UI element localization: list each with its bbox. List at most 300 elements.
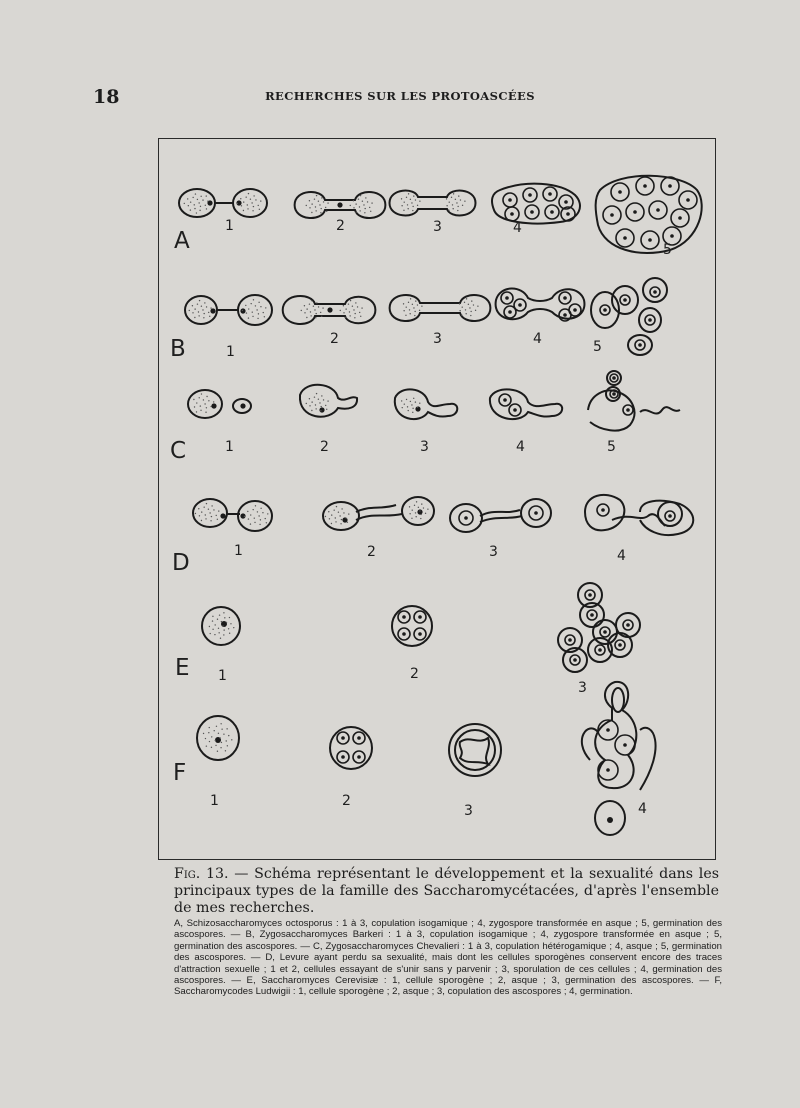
cytoplasm-dot: [250, 523, 251, 524]
cytoplasm-dot: [258, 313, 259, 314]
cytoplasm-dot: [367, 201, 368, 202]
cytoplasm-dot: [214, 634, 215, 635]
cytoplasm-dot: [206, 503, 207, 504]
conjugation-tube: [356, 505, 402, 520]
cytoplasm-dot: [475, 310, 476, 311]
cytoplasm-dot: [260, 200, 261, 201]
stage-number: 1: [225, 218, 234, 234]
cytoplasm-dot: [355, 203, 356, 204]
cytoplasm-dot: [419, 402, 420, 403]
germination-outline: [640, 501, 693, 535]
cytoplasm-dot: [198, 315, 199, 316]
cytoplasm-dot: [319, 204, 320, 205]
cytoplasm-dot: [335, 521, 336, 522]
cytoplasm-dot: [212, 616, 213, 617]
row-label-b: B: [170, 336, 186, 362]
cytoplasm-dot: [211, 747, 212, 748]
cytoplasm-dot: [353, 200, 354, 201]
cytoplasm-dot: [457, 210, 458, 211]
cytoplasm-dot: [328, 511, 329, 512]
cytoplasm-dot: [449, 201, 450, 202]
nucleus: [240, 308, 245, 313]
stage-number: 1: [218, 668, 227, 684]
nucleus: [626, 408, 630, 412]
cytoplasm-dot: [415, 516, 416, 517]
cytoplasm-dot: [206, 407, 207, 408]
stage-number: 2: [320, 439, 329, 455]
cytoplasm-dot: [209, 727, 210, 728]
cytoplasm-dot: [215, 624, 216, 625]
cytoplasm-dot: [204, 302, 205, 303]
cytoplasm-dot: [220, 638, 221, 639]
cytoplasm-dot: [309, 303, 310, 304]
nucleus: [610, 213, 614, 217]
stage-number: 5: [593, 339, 602, 355]
cytoplasm-dot: [218, 632, 219, 633]
cytoplasm-dot: [301, 310, 302, 311]
cytoplasm-dot: [418, 507, 419, 508]
cytoplasm-dot: [309, 207, 310, 208]
nucleus: [612, 376, 616, 380]
cytoplasm-dot: [316, 195, 317, 196]
cytoplasm-dot: [255, 505, 256, 506]
cytoplasm-dot: [448, 210, 449, 211]
cytoplasm-dot: [325, 207, 326, 208]
nucleus: [623, 236, 627, 240]
row-label-c: C: [170, 438, 187, 464]
nucleus: [566, 212, 570, 216]
cytoplasm-dot: [470, 315, 471, 316]
cytoplasm-dot: [220, 723, 221, 724]
cytoplasm-dot: [250, 303, 251, 304]
cytoplasm-dot: [331, 514, 332, 515]
nucleus: [337, 202, 342, 207]
cytoplasm-dot: [326, 409, 327, 410]
cytoplasm-dot: [203, 399, 204, 400]
cytoplasm-dot: [253, 195, 254, 196]
nucleus: [503, 398, 507, 402]
cytoplasm-dot: [408, 410, 409, 411]
cytoplasm-dot: [262, 512, 263, 513]
cytoplasm-dot: [213, 401, 214, 402]
cytoplasm-dot: [417, 407, 418, 408]
cytoplasm-dot: [196, 212, 197, 213]
cytoplasm-dot: [244, 516, 245, 517]
cytoplasm-dot: [446, 205, 447, 206]
cytoplasm-dot: [401, 198, 402, 199]
cytoplasm-dot: [203, 313, 204, 314]
cytoplasm-dot: [321, 316, 322, 317]
nucleus: [598, 648, 602, 652]
cytoplasm-dot: [218, 733, 219, 734]
cytoplasm-dot: [357, 306, 358, 307]
cytoplasm-dot: [205, 205, 206, 206]
spores-fusing: [460, 738, 489, 764]
nucleus: [626, 623, 630, 627]
cytoplasm-dot: [361, 307, 362, 308]
cytoplasm-dot: [196, 402, 197, 403]
nucleus: [530, 210, 534, 214]
cytoplasm-dot: [219, 614, 220, 615]
cytoplasm-dot: [192, 197, 193, 198]
cytoplasm-dot: [223, 634, 224, 635]
cell: [392, 606, 432, 646]
cytoplasm-dot: [412, 509, 413, 510]
cytoplasm-dot: [222, 625, 223, 626]
stage-number: 2: [342, 793, 351, 809]
cytoplasm-dot: [427, 508, 428, 509]
cytoplasm-dot: [199, 210, 200, 211]
cytoplasm-dot: [329, 518, 330, 519]
cytoplasm-dot: [248, 317, 249, 318]
cytoplasm-dot: [321, 395, 322, 396]
cytoplasm-dot: [256, 309, 257, 310]
cell: [612, 688, 624, 712]
cytoplasm-dot: [315, 206, 316, 207]
cytoplasm-dot: [260, 306, 261, 307]
cytoplasm-dot: [446, 198, 447, 199]
cytoplasm-dot: [406, 399, 407, 400]
cytoplasm-dot: [311, 300, 312, 301]
nucleus: [623, 743, 627, 747]
cytoplasm-dot: [339, 515, 340, 516]
cytoplasm-dot: [215, 745, 216, 746]
cell: [449, 724, 501, 776]
cytoplasm-dot: [197, 303, 198, 304]
cytoplasm-dot: [473, 304, 474, 305]
cytoplasm-dot: [306, 205, 307, 206]
cytoplasm-dot: [311, 401, 312, 402]
nucleus: [240, 403, 245, 408]
nucleus: [686, 198, 690, 202]
cytoplasm-dot: [407, 204, 408, 205]
cytoplasm-dot: [237, 203, 238, 204]
cytoplasm-dot: [224, 617, 225, 618]
cytoplasm-dot: [215, 740, 216, 741]
cytoplasm-dot: [333, 509, 334, 510]
cytoplasm-dot: [223, 734, 224, 735]
cytoplasm-dot: [304, 305, 305, 306]
cytoplasm-dot: [306, 308, 307, 309]
cytoplasm-dot: [315, 404, 316, 405]
nucleus: [590, 613, 594, 617]
cytoplasm-dot: [213, 509, 214, 510]
cytoplasm-dot: [209, 626, 210, 627]
cytoplasm-dot: [358, 198, 359, 199]
cytoplasm-dot: [255, 305, 256, 306]
cytoplasm-dot: [245, 305, 246, 306]
nucleus: [588, 593, 592, 597]
cytoplasm-dot: [412, 210, 413, 211]
cytoplasm-dot: [206, 208, 207, 209]
cytoplasm-dot: [221, 621, 222, 622]
nucleus: [638, 343, 642, 347]
cytoplasm-dot: [403, 303, 404, 304]
cytoplasm-dot: [453, 193, 454, 194]
cytoplasm-dot: [217, 751, 218, 752]
cytoplasm-dot: [343, 312, 344, 313]
cytoplasm-dot: [263, 312, 264, 313]
cytoplasm-dot: [318, 399, 319, 400]
cytoplasm-dot: [266, 522, 267, 523]
cytoplasm-dot: [199, 397, 200, 398]
cytoplasm-dot: [338, 512, 339, 513]
cytoplasm-dot: [423, 507, 424, 508]
cell: [323, 502, 359, 530]
row-label-d: D: [172, 550, 190, 576]
cytoplasm-dot: [355, 302, 356, 303]
cytoplasm-dot: [414, 315, 415, 316]
cytoplasm-dot: [419, 510, 420, 511]
cytoplasm-dot: [371, 202, 372, 203]
cytoplasm-dot: [205, 738, 206, 739]
cytoplasm-dot: [201, 520, 202, 521]
cytoplasm-dot: [252, 509, 253, 510]
nucleus: [508, 198, 512, 202]
cytoplasm-dot: [320, 410, 321, 411]
nucleus: [464, 516, 468, 520]
cytoplasm-dot: [309, 398, 310, 399]
cytoplasm-dot: [340, 310, 341, 311]
nucleus: [633, 210, 637, 214]
cytoplasm-dot: [455, 199, 456, 200]
cytoplasm-dot: [470, 311, 471, 312]
cytoplasm-dot: [462, 205, 463, 206]
cytoplasm-dot: [407, 406, 408, 407]
nucleus: [513, 408, 517, 412]
cytoplasm-dot: [226, 728, 227, 729]
nucleus: [510, 212, 514, 216]
cytoplasm-dot: [203, 733, 204, 734]
cytoplasm-dot: [420, 518, 421, 519]
cytoplasm-dot: [404, 403, 405, 404]
cytoplasm-dot: [259, 524, 260, 525]
row-label-f: F: [173, 760, 187, 786]
nucleus: [607, 817, 613, 823]
cytoplasm-dot: [226, 740, 227, 741]
cytoplasm-dot: [320, 208, 321, 209]
cytoplasm-dot: [326, 211, 327, 212]
cytoplasm-dot: [459, 310, 460, 311]
cell: [330, 727, 372, 769]
cytoplasm-dot: [205, 412, 206, 413]
page-number: 18: [93, 86, 120, 108]
cytoplasm-dot: [407, 208, 408, 209]
figure-legend: [174, 918, 722, 998]
cytoplasm-dot: [314, 309, 315, 310]
cytoplasm-dot: [421, 503, 422, 504]
nucleus: [210, 308, 215, 313]
figure-number: Fig. 13.: [174, 866, 229, 882]
cytoplasm-dot: [402, 407, 403, 408]
cytoplasm-dot: [257, 318, 258, 319]
cytoplasm-dot: [208, 312, 209, 313]
cytoplasm-dot: [202, 199, 203, 200]
cytoplasm-dot: [229, 633, 230, 634]
running-title: RECHERCHES SUR LES PROTOASCÉES: [265, 89, 535, 103]
cytoplasm-dot: [415, 401, 416, 402]
cytoplasm-dot: [465, 313, 466, 314]
cytoplasm-dot: [309, 405, 310, 406]
cytoplasm-dot: [258, 205, 259, 206]
cytoplasm-dot: [211, 516, 212, 517]
nucleus: [668, 514, 672, 518]
cytoplasm-dot: [252, 210, 253, 211]
nucleus: [670, 234, 674, 238]
cytoplasm-dot: [248, 193, 249, 194]
nucleus: [327, 307, 332, 312]
cytoplasm-dot: [452, 208, 453, 209]
nucleus: [573, 308, 577, 312]
cytoplasm-dot: [243, 210, 244, 211]
cytoplasm-dot: [211, 505, 212, 506]
cytoplasm-dot: [210, 520, 211, 521]
conjugation-tube: [480, 510, 522, 522]
cytoplasm-dot: [353, 207, 354, 208]
nucleus: [418, 632, 422, 636]
cytoplasm-dot: [457, 206, 458, 207]
cytoplasm-dot: [410, 298, 411, 299]
cytoplasm-dot: [242, 310, 243, 311]
cytoplasm-dot: [320, 406, 321, 407]
cytoplasm-dot: [219, 737, 220, 738]
cytoplasm-dot: [406, 197, 407, 198]
cytoplasm-dot: [223, 612, 224, 613]
cytoplasm-dot: [198, 202, 199, 203]
cytoplasm-dot: [229, 617, 230, 618]
cytoplasm-dot: [197, 199, 198, 200]
cytoplasm-dot: [410, 199, 411, 200]
stage-number: 5: [663, 242, 672, 258]
cytoplasm-dot: [194, 208, 195, 209]
cytoplasm-dot: [420, 514, 421, 515]
nucleus: [563, 296, 567, 300]
cytoplasm-dot: [365, 197, 366, 198]
cytoplasm-dot: [190, 209, 191, 210]
cytoplasm-dot: [250, 514, 251, 515]
cytoplasm-dot: [210, 406, 211, 407]
cytoplasm-dot: [410, 401, 411, 402]
nucleus: [668, 184, 672, 188]
cytoplasm-dot: [248, 518, 249, 519]
cytoplasm-dot: [415, 300, 416, 301]
cytoplasm-dot: [347, 522, 348, 523]
cytoplasm-dot: [198, 508, 199, 509]
stage-number: 3: [433, 331, 442, 347]
cytoplasm-dot: [206, 745, 207, 746]
nucleus: [357, 755, 361, 759]
cytoplasm-dot: [210, 307, 211, 308]
cytoplasm-dot: [350, 300, 351, 301]
cytoplasm-dot: [265, 518, 266, 519]
nucleus: [518, 303, 522, 307]
cytoplasm-dot: [341, 508, 342, 509]
cytoplasm-dot: [315, 408, 316, 409]
nucleus: [568, 638, 572, 642]
cytoplasm-dot: [259, 209, 260, 210]
nucleus: [653, 290, 657, 294]
cytoplasm-dot: [321, 197, 322, 198]
cytoplasm-dot: [412, 408, 413, 409]
cytoplasm-dot: [192, 312, 193, 313]
cytoplasm-dot: [257, 511, 258, 512]
cytoplasm-dot: [359, 206, 360, 207]
cytoplasm-dot: [320, 312, 321, 313]
cytoplasm-dot: [415, 512, 416, 513]
cytoplasm-dot: [404, 201, 405, 202]
stage-number: 3: [578, 680, 587, 696]
cytoplasm-dot: [228, 628, 229, 629]
cytoplasm-dot: [469, 307, 470, 308]
cytoplasm-dot: [205, 514, 206, 515]
cytoplasm-dot: [335, 517, 336, 518]
nucleus: [319, 407, 324, 412]
nucleus: [656, 208, 660, 212]
cytoplasm-dot: [409, 513, 410, 514]
cytoplasm-dot: [247, 208, 248, 209]
cytoplasm-dot: [195, 193, 196, 194]
cytoplasm-dot: [198, 311, 199, 312]
cytoplasm-dot: [359, 210, 360, 211]
nucleus: [564, 200, 568, 204]
cytoplasm-dot: [253, 206, 254, 207]
cytoplasm-dot: [414, 311, 415, 312]
cytoplasm-dot: [201, 393, 202, 394]
cytoplasm-dot: [311, 212, 312, 213]
cytoplasm-dot: [216, 726, 217, 727]
cytoplasm-dot: [200, 206, 201, 207]
nucleus: [211, 403, 216, 408]
cytoplasm-dot: [325, 516, 326, 517]
cytoplasm-dot: [322, 307, 323, 308]
cytoplasm-dot: [315, 210, 316, 211]
cytoplasm-dot: [254, 517, 255, 518]
cytoplasm-dot: [456, 202, 457, 203]
cytoplasm-dot: [306, 317, 307, 318]
cytoplasm-dot: [201, 511, 202, 512]
cytoplasm-dot: [212, 629, 213, 630]
cytoplasm-dot: [209, 741, 210, 742]
cytoplasm-dot: [364, 212, 365, 213]
cytoplasm-dot: [253, 299, 254, 300]
nucleus: [402, 632, 406, 636]
nucleus: [508, 310, 512, 314]
stage-number: 3: [433, 219, 442, 235]
germ-tube: [640, 407, 680, 413]
cytoplasm-dot: [267, 513, 268, 514]
cytoplasm-dot: [311, 203, 312, 204]
nucleus: [678, 216, 682, 220]
stage-number: 4: [533, 331, 542, 347]
cytoplasm-dot: [223, 629, 224, 630]
cytoplasm-dot: [241, 205, 242, 206]
cytoplasm-dot: [364, 208, 365, 209]
cytoplasm-dot: [350, 205, 351, 206]
stage-number: 2: [410, 666, 419, 682]
row-label-a: A: [174, 228, 190, 254]
cytoplasm-dot: [260, 508, 261, 509]
cytoplasm-dot: [260, 519, 261, 520]
cytoplasm-dot: [203, 506, 204, 507]
cytoplasm-dot: [190, 201, 191, 202]
nucleus: [528, 193, 532, 197]
cytoplasm-dot: [188, 205, 189, 206]
nucleus: [601, 508, 605, 512]
cytoplasm-dot: [195, 513, 196, 514]
nucleus: [612, 392, 616, 396]
cytoplasm-dot: [212, 620, 213, 621]
cytoplasm-dot: [304, 312, 305, 313]
